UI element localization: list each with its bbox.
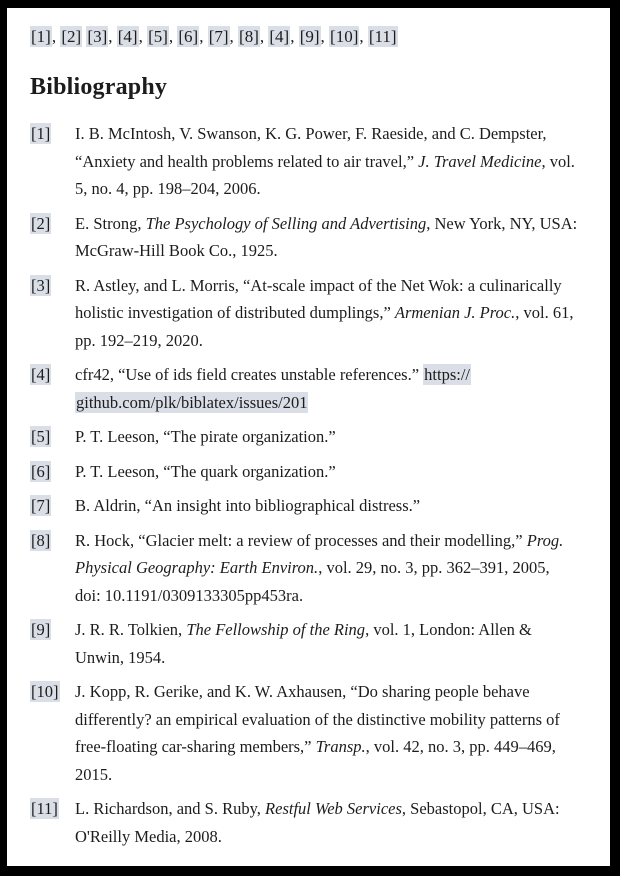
- reference-text: [75, 678, 578, 788]
- reference-title-italic: The Psychology of Selling and Advertising: [145, 213, 427, 233]
- reference-label-link[interactable]: [8]: [31, 530, 51, 550]
- reference-entry: [30, 120, 578, 203]
- citation-line: [30, 26, 578, 48]
- reference-text-segment: B. Aldrin, “An insight into bibliographical distress.”: [75, 496, 421, 515]
- reference-text-segment: R. Hock, “Glacier melt: a review of processes and their modelling,”: [75, 530, 527, 550]
- citation-separator: ,: [229, 27, 239, 46]
- citation-link[interactable]: [10]: [330, 27, 359, 46]
- citation-link[interactable]: [6]: [178, 27, 199, 46]
- reference-label-link[interactable]: [9]: [31, 620, 51, 639]
- reference-label-link[interactable]: [11]: [31, 799, 58, 818]
- reference-label-column: [30, 492, 75, 520]
- reference-entry: [30, 527, 578, 610]
- citation-separator: ,: [290, 27, 299, 46]
- reference-entry: [30, 361, 578, 416]
- reference-text: [75, 272, 578, 355]
- reference-label-column: [30, 458, 75, 486]
- reference-label-link[interactable]: [1]: [31, 124, 51, 143]
- citation-separator: ,: [108, 27, 117, 46]
- reference-entry: [30, 795, 578, 850]
- citation-separator: ,: [199, 27, 208, 46]
- reference-text: [75, 120, 578, 203]
- reference-label-link[interactable]: [10]: [31, 682, 59, 701]
- reference-entry: [30, 616, 578, 671]
- reference-title-italic: J. Travel Medicine: [418, 151, 542, 171]
- reference-title-italic: Restful Web Services: [265, 799, 402, 818]
- reference-text-segment: , New York, NY, USA: McGraw-Hill Book Co., 1925.: [75, 213, 578, 260]
- reference-text: [75, 423, 578, 451]
- reference-label-link[interactable]: [4]: [31, 365, 51, 384]
- reference-text-segment: , vol. 61, pp. 192–219, 2020.: [75, 303, 574, 350]
- reference-entry: [30, 458, 578, 486]
- reference-text-segment: J. R. R. Tolkien,: [75, 620, 187, 639]
- citation-link[interactable]: [2]: [61, 27, 82, 46]
- citation-link[interactable]: [4]: [117, 27, 138, 46]
- reference-text: [75, 361, 578, 416]
- reference-text: [75, 795, 578, 850]
- reference-url-link[interactable]: github.com/plk/biblatex/issues/201: [76, 392, 308, 412]
- reference-label-column: [30, 527, 75, 555]
- citation-separator: ,: [51, 27, 61, 46]
- reference-text-segment: E. Strong,: [75, 213, 146, 233]
- citation-link[interactable]: [8]: [239, 27, 259, 46]
- citation-link[interactable]: [4]: [269, 27, 290, 46]
- citation-separator: ,: [359, 27, 368, 46]
- citation-link[interactable]: [1]: [31, 27, 51, 46]
- reference-text-segment: , Sebastopol, CA, USA: O'Reilly Media, 2008.: [75, 799, 560, 846]
- reference-text: [75, 210, 578, 265]
- reference-list: [30, 120, 578, 850]
- reference-label-link[interactable]: [2]: [31, 213, 51, 233]
- reference-label-column: [30, 678, 75, 706]
- reference-text: [75, 527, 578, 610]
- reference-text-segment: P. T. Leeson, “The pirate organization.”: [75, 427, 336, 446]
- reference-entry: [30, 272, 578, 355]
- citation-separator: ,: [320, 27, 330, 46]
- reference-text-segment: , vol. 29, no. 3, pp. 362–391, 2005, doi: 10.1191/0309133305pp453ra.: [75, 558, 550, 605]
- reference-label-column: [30, 361, 75, 389]
- reference-label-link[interactable]: [5]: [31, 427, 51, 446]
- reference-text: [75, 492, 578, 520]
- reference-text-segment: , vol. 5, no. 4, pp. 198–204, 2006.: [75, 151, 575, 198]
- reference-text-segment: , vol. 1, London: Allen & Unwin, 1954.: [75, 620, 532, 667]
- page-title: Bibliography: [30, 74, 168, 100]
- reference-label-column: [30, 616, 75, 644]
- document-page: [7, 8, 610, 866]
- reference-title-italic: Armenian J. Proc.: [394, 303, 516, 322]
- reference-label-link[interactable]: [3]: [31, 275, 51, 295]
- reference-title-italic: Transp.: [315, 737, 366, 756]
- reference-text-segment: R. Astley, and L. Morris, “At-scale impact of the Net Wok: a culinarically holistic investigation of distributed dumplings,”: [75, 275, 562, 322]
- reference-text-segment: L. Richardson, and S. Ruby,: [75, 799, 266, 818]
- reference-entry: [30, 423, 578, 451]
- reference-entry: [30, 210, 578, 265]
- reference-text-segment: J. Kopp, R. Gerike, and K. W. Axhausen, “Do sharing people behave differently? an empirical evaluation of the distinctive mobility patterns of free-floating car-sharing members,”: [75, 682, 560, 756]
- citation-link[interactable]: [9]: [299, 27, 320, 46]
- reference-text: [75, 458, 578, 486]
- reference-text-segment: , vol. 42, no. 3, pp. 449–469, 2015.: [75, 737, 556, 784]
- citation-separator: ,: [138, 27, 148, 46]
- reference-text: [75, 616, 578, 671]
- reference-label-column: [30, 423, 75, 451]
- reference-title-italic: The Fellowship of the Ring: [186, 620, 366, 639]
- citation-link[interactable]: [3]: [87, 27, 108, 46]
- reference-text-segment: cfr42, “Use of ids field creates unstable references.”: [75, 365, 424, 384]
- reference-text-segment: I. B. McIntosh, V. Swanson, K. G. Power, F. Raeside, and C. Dempster, “Anxiety and health problems related to air travel,”: [75, 124, 547, 171]
- reference-entry: [30, 492, 578, 520]
- reference-label-link[interactable]: [7]: [31, 496, 51, 515]
- reference-text-segment: P. T. Leeson, “The quark organization.”: [75, 461, 336, 481]
- reference-label-column: [30, 210, 75, 238]
- reference-title-italic: Prog. Physical Geography: Earth Environ.: [75, 530, 564, 577]
- reference-url-link[interactable]: https://: [424, 365, 471, 384]
- citation-separator: ,: [168, 27, 178, 46]
- citation-link[interactable]: [7]: [208, 27, 229, 46]
- citation-separator: ,: [259, 27, 269, 46]
- reference-entry: [30, 678, 578, 788]
- reference-label-link[interactable]: [6]: [31, 461, 51, 481]
- reference-label-column: [30, 120, 75, 148]
- citation-link[interactable]: [11]: [368, 27, 397, 46]
- reference-label-column: [30, 272, 75, 300]
- reference-label-column: [30, 795, 75, 823]
- citation-link[interactable]: [5]: [148, 27, 168, 46]
